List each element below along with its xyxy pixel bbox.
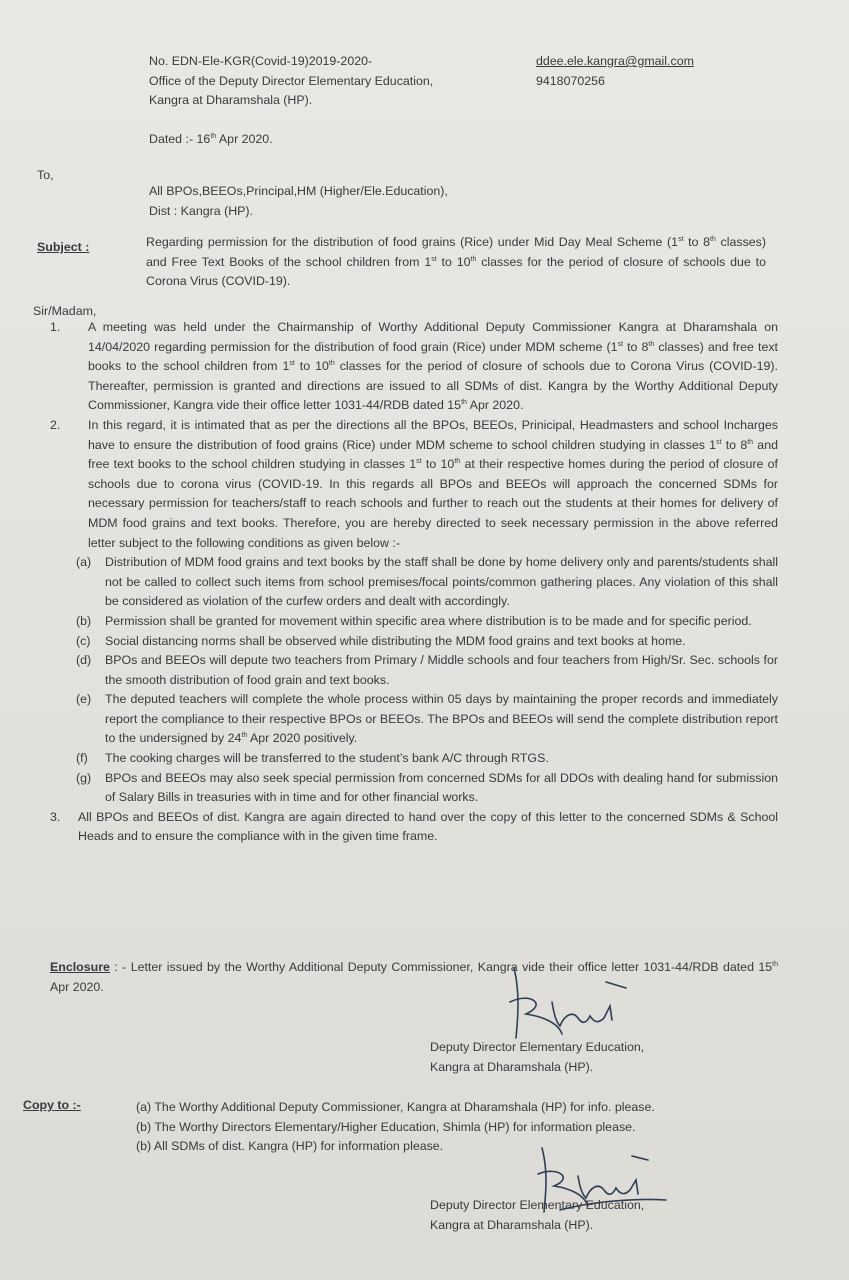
condition-text: Distribution of MDM food grains and text books by the staff shall be done by home delivery only and parents/students shall not be called to collect such items from school premises/focal points/common gathering places. Any violation of this shall be considered as violation of the curfew orders and dealt with accordingly. — [105, 555, 778, 609]
condition-text: Social distancing norms shall be observed while distributing the MDM food grains and text books at home. — [105, 633, 686, 648]
handwritten-signature-1 — [500, 962, 640, 1042]
condition-label: (g) — [76, 770, 92, 785]
office-name: Office of the Deputy Director Elementary Education, — [149, 73, 434, 88]
condition-label: (a) — [76, 555, 92, 570]
condition-a — [50, 553, 778, 612]
signatory-title: Deputy Director Elementary Education, — [430, 1198, 645, 1212]
condition-text: The cooking charges will be transferred to the student’s bank A/C through RTGS. — [105, 751, 549, 766]
signatory-title: Deputy Director Elementary Education, — [430, 1040, 645, 1054]
subject-text: Regarding permission for the distribution of food grains (Rice) under Mid Day Meal Scheme (1st to 8th classes) and Free Text Books of the school children from 1st to 10th classes for the period of closure of schools due to Corona Virus (COVID-19). — [146, 235, 766, 289]
copy-to-item: (a) The Worthy Additional Deputy Commissioner, Kangra at Dharamshala (HP) for info. please. — [136, 1100, 655, 1114]
signatory-location: Kangra at Dharamshala (HP). — [430, 1059, 594, 1074]
copy-to-item: (b) All SDMs of dist. Kangra (HP) for information please. — [136, 1139, 444, 1154]
paragraph-text: In this regard, it is intimated that as per the directions all the BPOs, BEEOs, Prinicipal, Headmasters and school Incharges have to ensure the distribution of food grains (Rice) under MDM scheme to school children studying in classes 1st to 8th and free text books to the school children studying in classes 1st to 10th at their respective homes during the period of closure of schools due to corona virus (COVID-19. In this regards all BPOs and BEEOs will approach the concerned SDMs for necessary permission for teachers/staff to reach schools and further to reach out the students at their homes for delivery of MDM food grains and text books. Therefore, you are hereby directed to seek necessary permission in the above referred letter subject to the following conditions as given below :- — [88, 417, 778, 550]
condition-label: (c) — [76, 633, 91, 648]
paragraph-1 — [50, 318, 778, 416]
letter-body — [50, 318, 778, 847]
condition-c — [50, 632, 778, 652]
condition-text: BPOs and BEEOs may also seek special permission from concerned SDMs for all DDOs with dealing hand for submission of Salary Bills in treasuries with in time and for other financial works. — [105, 770, 778, 805]
enclosure: Enclosure : - Letter issued by the Worthy Additional Deputy Commissioner, Kangra vide their office letter 1031-44/RDB dated 15th Apr 2020. — [50, 960, 778, 994]
paragraph-number: 3. — [50, 809, 61, 824]
copy-to-item: (b) The Worthy Directors Elementary/Higher Education, Shimla (HP) for information please. — [136, 1119, 636, 1134]
addressee-line: Dist : Kangra (HP). — [149, 203, 253, 218]
paragraph-number: 1. — [50, 320, 61, 334]
office-email[interactable]: ddee.ele.kangra@gmail.com — [536, 54, 694, 68]
condition-b — [50, 612, 778, 632]
signatory-block — [430, 1038, 644, 1077]
condition-f — [50, 749, 778, 769]
condition-g — [50, 769, 778, 808]
office-phone: 9418070256 — [536, 73, 605, 88]
copy-to-label: Copy to :- — [23, 1098, 81, 1112]
letter-date: Dated :- 16th Apr 2020. — [149, 132, 273, 146]
office-header — [149, 52, 509, 111]
condition-label: (e) — [76, 692, 92, 707]
paragraph-3 — [50, 808, 778, 847]
to-label: To, — [37, 168, 54, 182]
addressee — [149, 182, 448, 221]
signatory-block — [430, 1196, 644, 1235]
addressee-line: All BPOs,BEEOs,Principal,HM (Higher/Ele.Education), — [149, 184, 448, 198]
salutation: Sir/Madam, — [33, 304, 97, 318]
condition-text: BPOs and BEEOs will depute two teachers from Primary / Middle schools and four teachers from High/Sr. Sec. schools for the smooth distribution of food grain and text books. — [105, 653, 778, 687]
paragraph-2 — [50, 416, 778, 553]
condition-text: The deputed teachers will complete the whole process within 05 days by maintaining the proper records and immediately report the compliance to their respective BPOs or BEEOs. The BPOs and BEEOs will send the complete distribution report to the undersigned by 24th Apr 2020 positively. — [105, 692, 778, 746]
paragraph-number: 2. — [50, 417, 61, 432]
paragraph-text: A meeting was held under the Chairmanship of Worthy Additional Deputy Commissioner Kangra at Dharamshala on 14/04/2020 regarding permission for the distribution of food grain (Rice) under MDM scheme (1st to 8th classes) and free text books to the school children from 1st to 10th classes for the period of closure of schools due to Corona Virus (COVID-19). Thereafter, permission is granted and directions are issued to all SDMs of dist. Kangra by the Worthy Additional Deputy Commissioner, Kangra vide their office letter 1031-44/RDB dated 15th Apr 2020. — [88, 320, 778, 413]
signatory-location: Kangra at Dharamshala (HP). — [430, 1217, 594, 1232]
condition-label: (b) — [76, 613, 92, 628]
office-location: Kangra at Dharamshala (HP). — [149, 93, 313, 107]
contact-block — [536, 52, 694, 91]
condition-label: (d) — [76, 653, 92, 668]
condition-label: (f) — [76, 751, 88, 766]
subject-label: Subject : — [37, 240, 90, 254]
condition-e — [50, 690, 778, 749]
condition-d — [50, 651, 778, 690]
paragraph-text: All BPOs and BEEOs of dist. Kangra are again directed to hand over the copy of this letter to the concerned SDMs & School Heads and to ensure the compliance with in the given time frame. — [78, 809, 778, 844]
condition-text: Permission shall be granted for movement within specific area where distribution is to be made and for specific period. — [105, 613, 752, 628]
enclosure-label: Enclosure — [50, 960, 110, 974]
reference-number: No. EDN-Ele-KGR(Covid-19)2019-2020- — [149, 54, 373, 68]
